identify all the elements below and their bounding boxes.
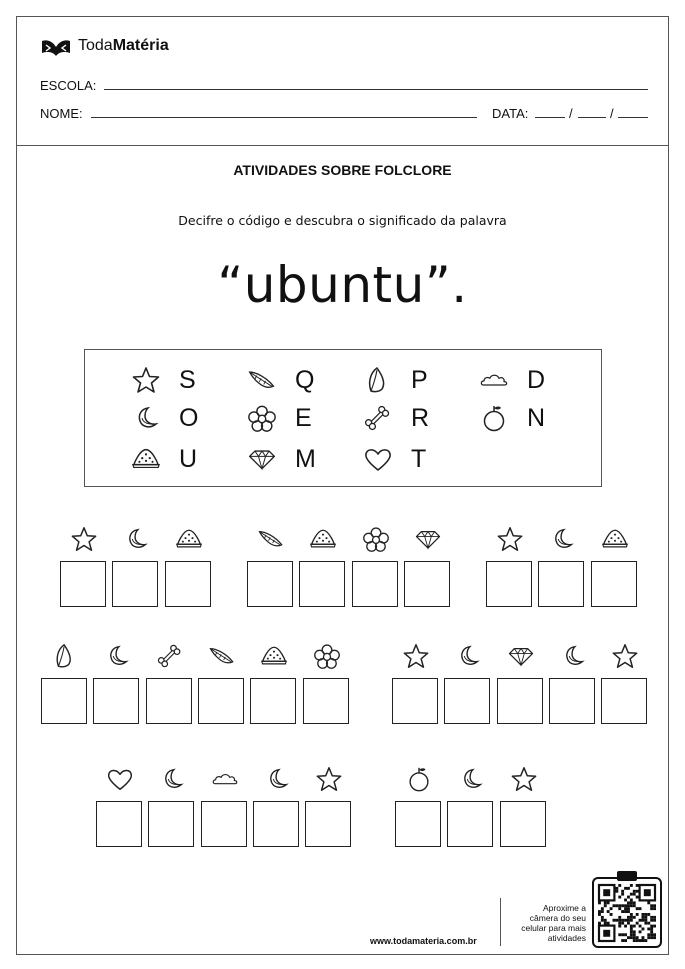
answer-box[interactable]: [201, 801, 247, 847]
apple-icon: [405, 765, 433, 793]
watermelon-icon: [601, 525, 629, 553]
feather-icon: [257, 525, 285, 553]
answer-box[interactable]: [352, 561, 398, 607]
watermelon-icon: [175, 525, 203, 553]
answer-box[interactable]: [549, 678, 595, 724]
footer-divider: [500, 898, 501, 946]
brand-logo-icon: [40, 37, 72, 57]
activity-instruction: Decifre o código e descubra o significado da palavra: [178, 213, 507, 228]
star-icon: [611, 642, 639, 670]
moon-icon: [559, 642, 587, 670]
answer-box[interactable]: [96, 801, 142, 847]
heart-icon: [106, 765, 134, 793]
code-key: [84, 349, 602, 487]
feather-icon: [208, 642, 236, 670]
star-icon: [131, 365, 161, 395]
answer-box[interactable]: [250, 678, 296, 724]
date-label: DATA:: [492, 106, 529, 121]
moon-icon: [103, 642, 131, 670]
date-day-field[interactable]: [535, 117, 565, 118]
key-letter: U: [179, 445, 198, 473]
qr-instruction: Aproxime a câmera do seu celular para mais atividades: [521, 903, 586, 943]
answer-box[interactable]: [93, 678, 139, 724]
answer-box[interactable]: [112, 561, 158, 607]
flower-icon: [313, 642, 341, 670]
bone-icon: [156, 642, 184, 670]
leaf-icon: [51, 642, 79, 670]
answer-box[interactable]: [198, 678, 244, 724]
header-divider: [17, 145, 668, 146]
date-month-field[interactable]: [578, 117, 606, 118]
key-letter: T: [411, 445, 427, 473]
star-icon: [496, 525, 524, 553]
key-letter: S: [179, 366, 196, 394]
watermelon-icon: [309, 525, 337, 553]
key-letter: N: [527, 404, 546, 432]
watermelon-icon: [260, 642, 288, 670]
date-separator: /: [610, 106, 614, 121]
moon-icon: [454, 642, 482, 670]
apple-icon: [479, 403, 509, 433]
watermelon-icon: [131, 444, 161, 474]
diamond-icon: [507, 642, 535, 670]
moon-icon: [158, 765, 186, 793]
answer-box[interactable]: [60, 561, 106, 607]
diamond-icon: [247, 444, 277, 474]
star-icon: [402, 642, 430, 670]
brand-name: TodaMatéria: [78, 37, 169, 54]
answer-box[interactable]: [601, 678, 647, 724]
answer-box[interactable]: [486, 561, 532, 607]
answer-box[interactable]: [41, 678, 87, 724]
answer-box[interactable]: [305, 801, 351, 847]
featured-word: “ubuntu”.: [217, 256, 468, 314]
key-letter: P: [411, 366, 428, 394]
answer-box[interactable]: [392, 678, 438, 724]
school-field[interactable]: [104, 89, 648, 90]
moon-icon: [263, 765, 291, 793]
diamond-icon: [414, 525, 442, 553]
answer-box[interactable]: [404, 561, 450, 607]
answer-box[interactable]: [395, 801, 441, 847]
answer-box[interactable]: [148, 801, 194, 847]
answer-box[interactable]: [303, 678, 349, 724]
name-label: NOME:: [40, 106, 83, 121]
flower-icon: [362, 525, 390, 553]
heart-icon: [363, 444, 393, 474]
answer-box[interactable]: [500, 801, 546, 847]
flower-icon: [247, 403, 277, 433]
feather-icon: [247, 365, 277, 395]
star-icon: [70, 525, 98, 553]
answer-box[interactable]: [538, 561, 584, 607]
moon-icon: [122, 525, 150, 553]
star-icon: [510, 765, 538, 793]
school-label: ESCOLA:: [40, 78, 97, 93]
name-field[interactable]: [91, 117, 477, 118]
answer-box[interactable]: [447, 801, 493, 847]
answer-box[interactable]: [497, 678, 543, 724]
key-letter: R: [411, 404, 430, 432]
answer-box[interactable]: [247, 561, 293, 607]
cloud-icon: [211, 765, 239, 793]
key-letter: M: [295, 445, 316, 473]
answer-box[interactable]: [253, 801, 299, 847]
answer-box[interactable]: [444, 678, 490, 724]
leaf-icon: [363, 365, 393, 395]
star-icon: [315, 765, 343, 793]
date-year-field[interactable]: [618, 117, 648, 118]
answer-box[interactable]: [165, 561, 211, 607]
answer-box[interactable]: [299, 561, 345, 607]
moon-icon: [548, 525, 576, 553]
footer-url[interactable]: www.todamateria.com.br: [370, 936, 477, 946]
answer-box[interactable]: [591, 561, 637, 607]
qr-code-icon[interactable]: [592, 870, 662, 948]
bone-icon: [363, 403, 393, 433]
cloud-icon: [479, 365, 509, 395]
key-letter: E: [295, 404, 312, 432]
answer-box[interactable]: [146, 678, 192, 724]
key-letter: Q: [295, 366, 315, 394]
key-letter: O: [179, 404, 199, 432]
moon-icon: [131, 403, 161, 433]
date-separator: /: [569, 106, 573, 121]
key-letter: D: [527, 366, 546, 394]
activity-title: ATIVIDADES SOBRE FOLCLORE: [233, 162, 452, 178]
moon-icon: [457, 765, 485, 793]
